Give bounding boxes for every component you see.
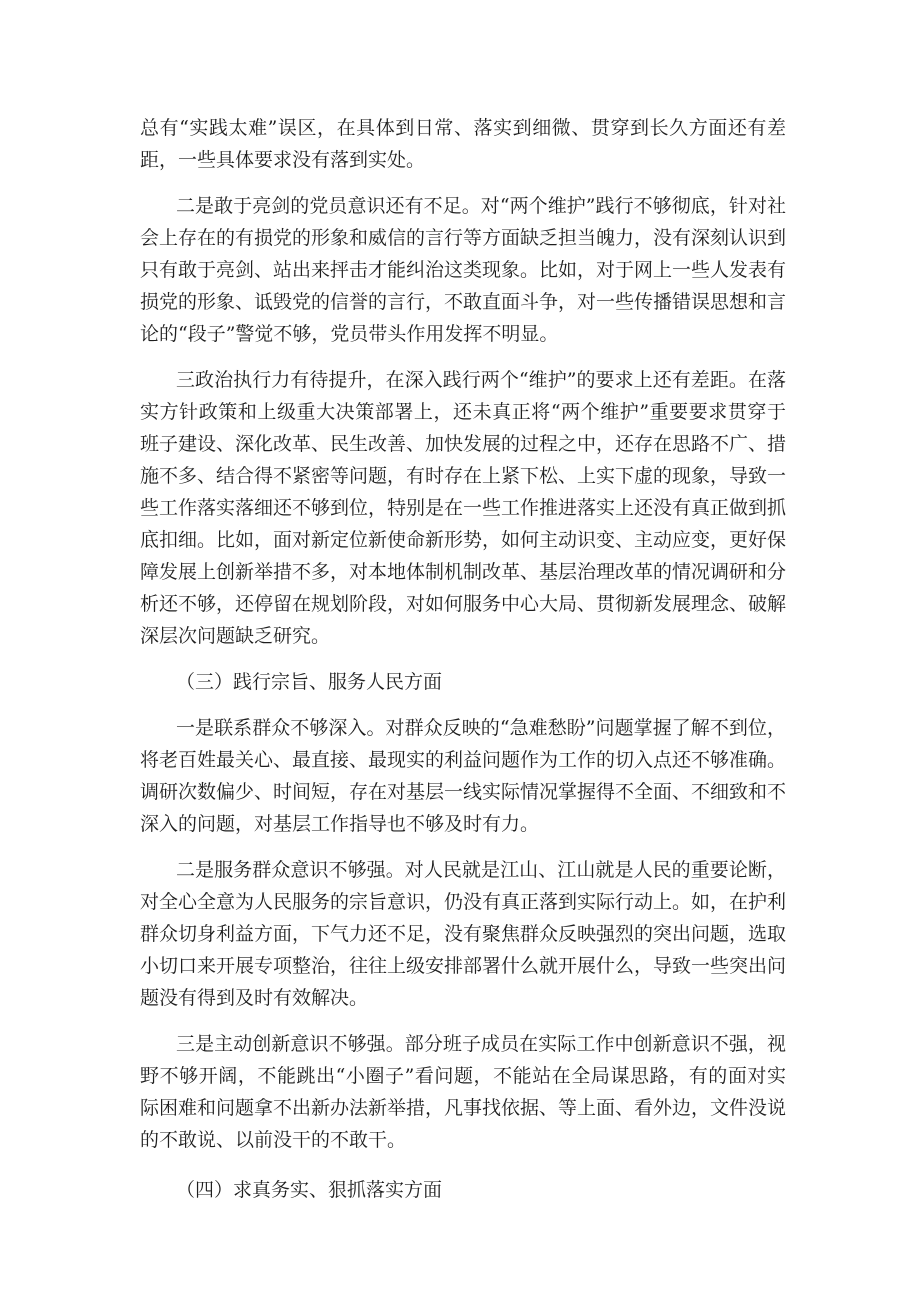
section-heading-serve-people: （三）践行宗旨、服务人民方面 [176,671,443,693]
section-heading-practical-work: （四）求真务实、狠抓落实方面 [176,1179,443,1201]
paragraph-service-awareness: 二是服务群众意识不够强。对人民就是江山、江山就是人民的重要论断，对全心全意为人民服务的宗旨意识，仍没有真正落到实际行动上。如，在护利群众切身利益方面，下气力还不足，没有聚焦群众反映强烈的突出问题，选取小切口来开展专项整治，往往上级安排部署什么就开展什么，导致一些突出问题没有得到及时有效解决。 [140,859,787,1009]
paragraph-political-execution: 三政治执行力有待提升，在深入践行两个“维护”的要求上还有差距。在落实方针政策和上级重大决策部署上，还未真正将“两个维护”重要要求贯穿于班子建设、深化改革、民生改善、加快发展的过程之中，还存在思路不广、措施不多、结合得不紧密等问题，有时存在上紧下松、上实下虚的现象，导致一些工作落实落细还不够到位，特别是在一些工作推进落实上还没有真正做到抓底扣细。比如，面对新定位新使命新形势，如何主动识变、主动应变，更好保障发展上创新举措不多，对本地体制机制改革、基层治理改革的情况调研和分析还不够，还停留在规划阶段，对如何服务中心大局、贯彻新发展理念、破解深层次问题缺乏研究。 [140,369,787,647]
document-body [140,112,786,1206]
paragraph-continuation: 总有“实践太难”误区，在具体到日常、落实到细微、贯穿到长久方面还有差距，一些具体要求没有落到实处。 [140,117,786,171]
paragraph-party-awareness: 二是敢于亮剑的党员意识还有不足。对“两个维护”践行不够彻底，针对社会上存在的有损党的形象和威信的言行等方面缺乏担当魄力，没有深刻认识到只有敢于亮剑、站出来抨击才能纠治这类现象。比如，对于网上一些人发表有损党的形象、诋毁党的信誉的言行，不敢直面斗争，对一些传播错误思想和言论的“段子”警觉不够，党员带头作用发挥不明显。 [140,195,787,345]
paragraph-contact-masses: 一是联系群众不够深入。对群众反映的“急难愁盼”问题掌握了解不到位，将老百姓最关心、最直接、最现实的利益问题作为工作的切入点还不够准确。调研次数偏少、时间短，存在对基层一线实际情况掌握得不全面、不细致和不深入的问题，对基层工作指导也不够及时有力。 [140,717,787,835]
paragraph-innovation-awareness: 三是主动创新意识不够强。部分班子成员在实际工作中创新意识不强，视野不够开阔，不能跳出“小圈子”看问题，不能站在全局谋思路，有的面对实际困难和问题拿不出新办法新举措，凡事找依据、等上面、看外边，文件没说的不敢说、以前没干的不敢干。 [140,1033,787,1151]
